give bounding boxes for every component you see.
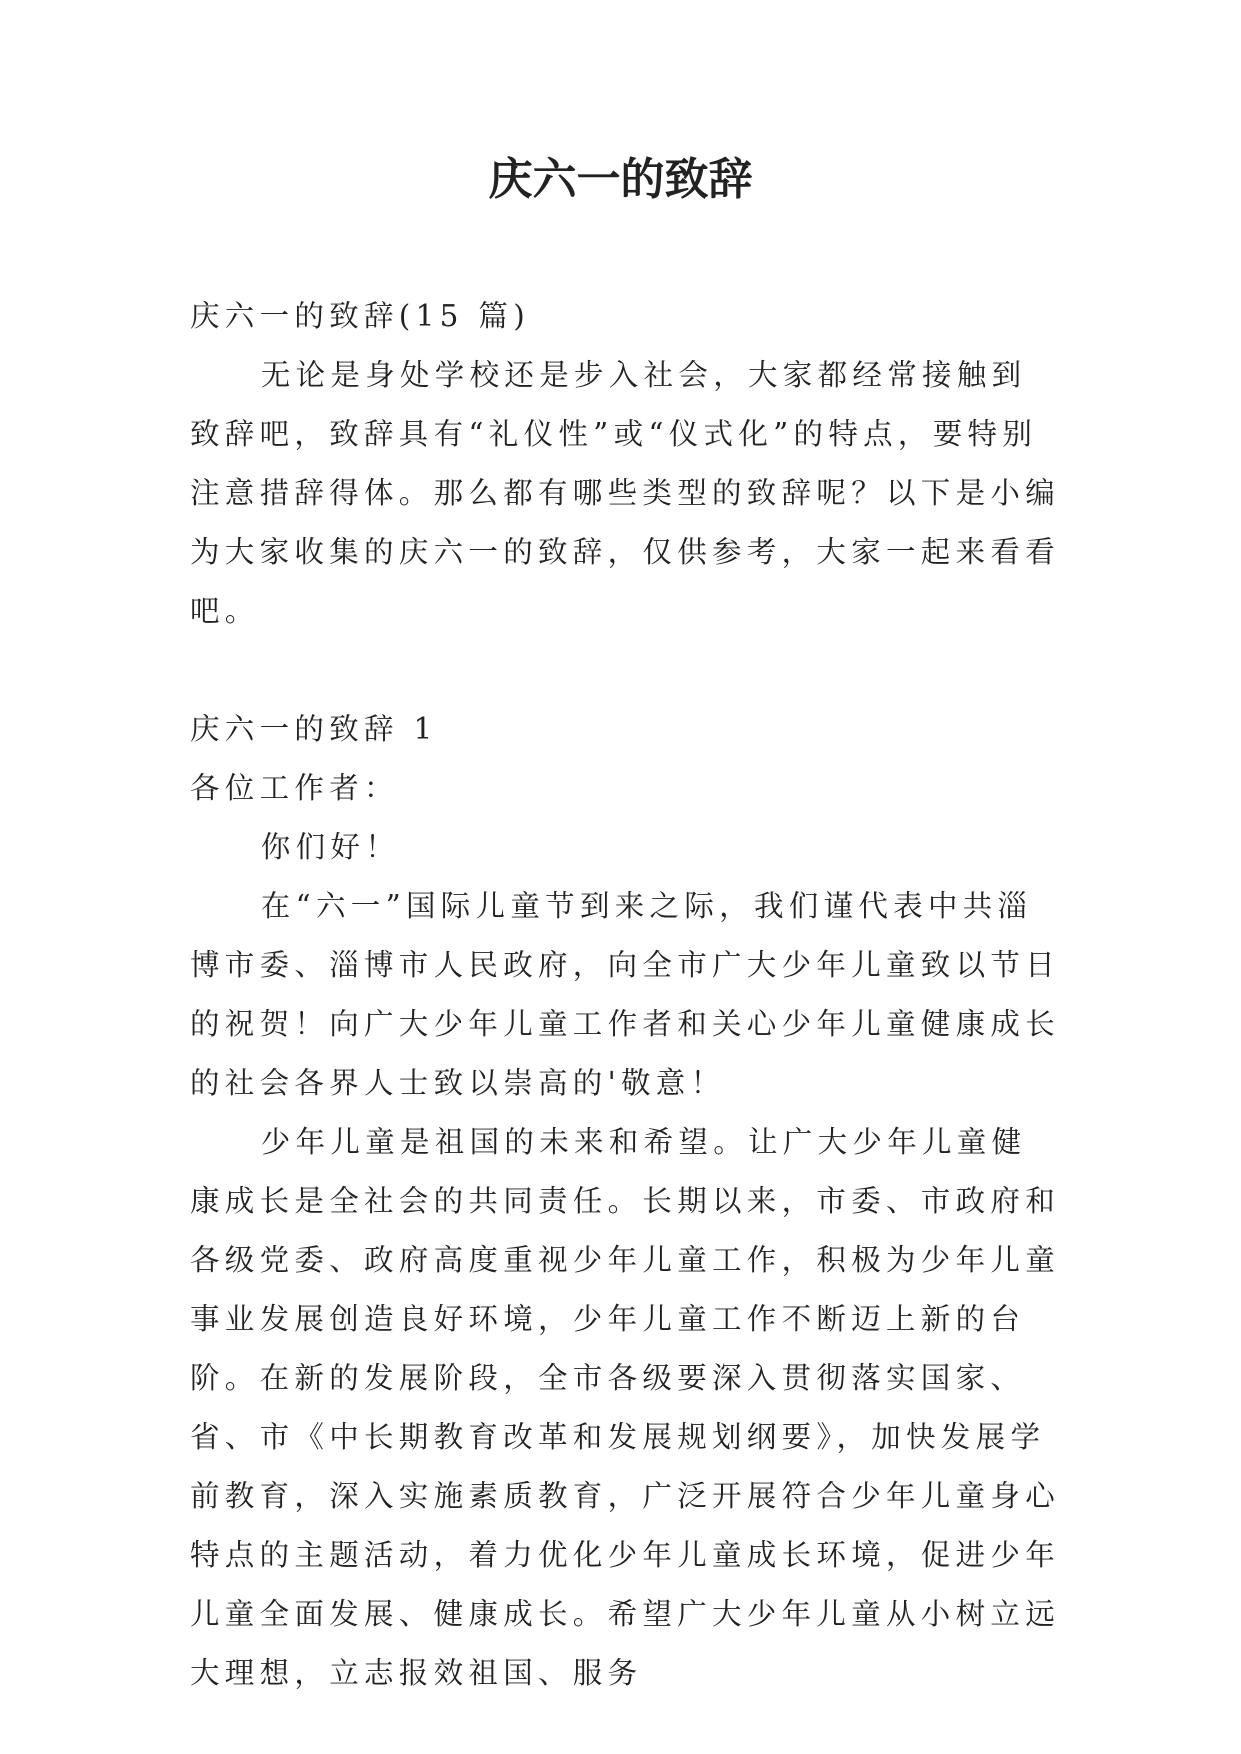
document-title: 庆六一的致辞 — [488, 154, 753, 205]
body-paragraph-1: 在“六一”国际儿童节到来之际，我们谨代表中共淄博市委、淄博市人民政府，向全市广大少年儿童致以节日的祝贺！向广大少年儿童工作者和关心少年儿童健康成长的社会各界人士致以崇高的'敬意！ — [190, 889, 1061, 1100]
salutation: 各位工作者： — [190, 771, 399, 805]
intro-paragraph: 无论是身处学校还是步入社会，大家都经常接触到致辞吧，致辞具有“礼仪性”或“仪式化”的特点，要特别注意措辞得体。那么都有哪些类型的致辞呢？以下是小编为大家收集的庆六一的致辞，仅供参考，大家一起来看看吧。 — [190, 358, 1061, 628]
body-paragraph-2: 少年儿童是祖国的未来和希望。让广大少年儿童健康成长是全社会的共同责任。长期以来，市委、市政府和各级党委、政府高度重视少年儿童工作，积极为少年儿童事业发展创造良好环境，少年儿童工作不断迈上新的台阶。在新的发展阶段，全市各级要深入贯彻落实国家、省、市《中长期教育改革和发展规划纲要》，加快发展学前教育，深入实施素质教育，广泛开展符合少年儿童身心特点的主题活动，着力优化少年儿童成长环境，促进少年儿童全面发展、健康成长。希望广大少年儿童从小树立远大理想，立志报效祖国、服务 — [190, 1125, 1061, 1690]
document-subtitle: 庆六一的致辞(15 篇) — [190, 299, 531, 333]
section-heading: 庆六一的致辞 1 — [190, 712, 438, 746]
greeting: 你们好！ — [260, 830, 400, 864]
document-body — [190, 287, 1060, 1703]
